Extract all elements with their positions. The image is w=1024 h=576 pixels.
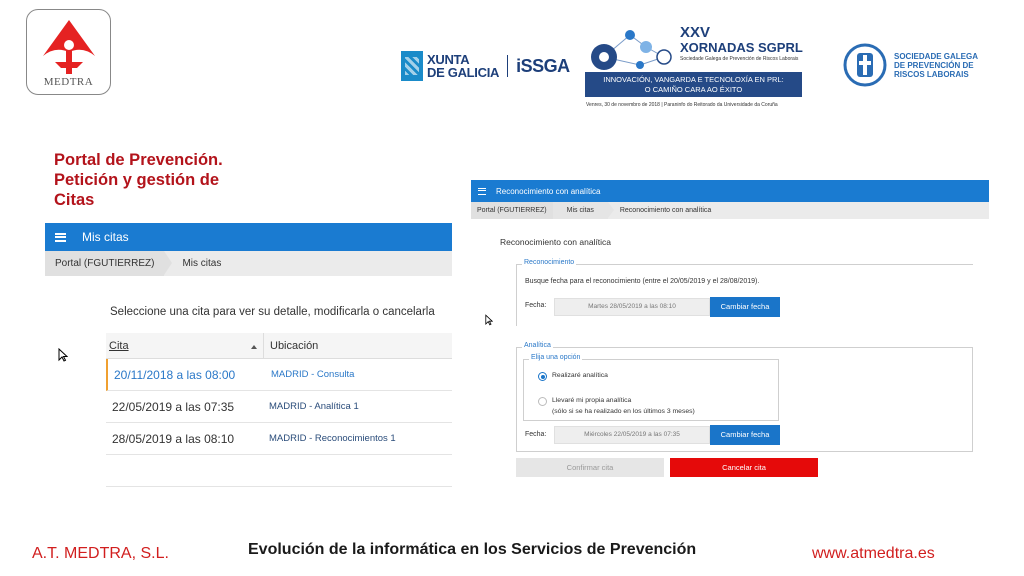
reconocimiento-description: Busque fecha para el reconocimiento (entre el 20/05/2019 y el 28/08/2019). — [525, 278, 760, 285]
xornadas-logo — [584, 17, 804, 113]
instruction-text: Seleccione una cita para ver su detalle, modificarla o cancelarla — [110, 306, 435, 318]
xornadas-band — [585, 72, 802, 97]
app-bar — [471, 180, 989, 202]
reconocimiento-screenshot — [471, 180, 989, 480]
column-label-cita: Cita — [109, 339, 129, 352]
xunta-line2: DE GALICIA — [427, 65, 500, 80]
app-bar — [45, 223, 452, 251]
sgprl-line2: DE PREVENCIÓN DE — [894, 60, 974, 70]
table-row[interactable] — [106, 391, 452, 423]
breadcrumb-portal[interactable]: Portal (FGUTIERREZ) — [45, 251, 164, 276]
fieldset-legend: Reconocimiento — [524, 259, 575, 266]
xunta-issga-logo — [401, 50, 570, 82]
cita-location: MADRID - Reconocimientos 1 — [269, 433, 396, 444]
fecha-label: Fecha: — [525, 302, 547, 309]
issga-text: iSSGA — [516, 55, 570, 76]
xunta-name — [427, 53, 499, 79]
fecha-label: Fecha: — [525, 431, 547, 438]
table-row[interactable] — [106, 423, 452, 455]
hamburger-menu-icon[interactable] — [55, 233, 66, 242]
cambiar-fecha-reconocimiento-button[interactable]: Cambiar fecha — [710, 297, 780, 317]
fieldset-legend: Analítica — [524, 342, 551, 349]
column-header-ubicacion: Ubicación — [263, 333, 318, 358]
slide-title-line3: Citas — [54, 191, 95, 209]
slide-title-line2: Petición y gestión de — [54, 171, 220, 189]
cancelar-cita-button[interactable]: Cancelar cita — [670, 458, 818, 477]
option-legend: Elija una opción — [531, 354, 581, 361]
table-row-empty — [106, 455, 452, 487]
medtra-emblem-icon — [37, 16, 102, 78]
breadcrumb-current: Reconocimiento con analítica — [619, 207, 712, 214]
radio-realizare-analitica[interactable] — [538, 372, 547, 381]
cita-date: 22/05/2019 a las 07:35 — [112, 399, 235, 414]
logo-divider — [507, 55, 508, 77]
app-bar-title: Reconocimiento con analítica — [496, 186, 601, 196]
option-group — [523, 354, 779, 421]
analitica-fieldset — [516, 342, 973, 452]
sgprl-line3: RISCOS LABORAIS — [894, 69, 969, 79]
confirmar-cita-button[interactable]: Confirmar cita — [516, 458, 664, 477]
band-line2: O CAMIÑO CARA AO ÉXITO — [644, 85, 743, 94]
app-bar-title: Mis citas — [82, 230, 129, 244]
column-header-cita[interactable] — [106, 340, 263, 352]
hamburger-menu-icon[interactable] — [478, 188, 486, 195]
sgprl-text — [894, 52, 978, 79]
analitica-date-field[interactable]: Miércoles 22/05/2019 a las 07:35 — [554, 426, 710, 444]
band-line1: INNOVACIÓN, VANGARDA E TECNOLOXÍA EN PRL: — [603, 75, 784, 84]
footer-website[interactable]: www.atmedtra.es — [812, 545, 935, 562]
cita-location: MADRID - Consulta — [271, 369, 355, 380]
medtra-logo — [26, 9, 111, 95]
breadcrumb-portal[interactable]: Portal (FGUTIERREZ) — [471, 202, 553, 219]
xornadas-edition: XXV — [680, 24, 711, 41]
citas-table — [106, 333, 452, 487]
footer-company: A.T. MEDTRA, S.L. — [32, 545, 169, 562]
slide-title-line1: Portal de Prevención. — [54, 151, 223, 169]
option2-note: (sólo si se ha realizado en los últimos 3 meses) — [552, 408, 695, 415]
cita-location: MADRID - Analítica 1 — [269, 401, 359, 412]
xornadas-date: Venres, 30 de novembro de 2018 | Paraninfo do Reitorado da Universidade da Coruña — [586, 102, 778, 108]
medtra-logo-text: MEDTRA — [43, 76, 94, 88]
radio-propia-analitica[interactable] — [538, 397, 547, 406]
xornadas-org: Sociedade Galega de Prevención de Riscos Laborais — [680, 56, 799, 62]
table-header — [106, 333, 452, 359]
cambiar-fecha-analitica-button[interactable]: Cambiar fecha — [710, 425, 780, 445]
breadcrumb — [471, 202, 989, 219]
footer-title: Evolución de la informática en los Servicios de Prevención — [248, 541, 697, 558]
breadcrumb — [45, 251, 452, 276]
sgprl-line1: SOCIEDADE GALEGA — [894, 51, 979, 61]
xunta-line1: XUNTA — [427, 52, 470, 67]
xornadas-name: XORNADAS SGPRL — [680, 40, 803, 55]
mis-citas-screenshot — [45, 223, 452, 505]
breadcrumb-mis-citas[interactable]: Mis citas — [553, 202, 608, 219]
xunta-flag-icon — [401, 51, 423, 81]
option1-label: Realizaré analítica — [552, 372, 608, 379]
reconocimiento-date-field[interactable]: Martes 28/05/2019 a las 08:10 — [554, 298, 710, 316]
option2-label: Llevaré mi propia analítica — [552, 397, 632, 404]
sgprl-emblem-icon — [842, 43, 888, 87]
sgprl-logo — [842, 43, 978, 87]
slide-title — [54, 150, 264, 210]
cita-date: 20/11/2018 a las 08:00 — [114, 367, 236, 382]
breadcrumb-mis-citas: Mis citas — [182, 258, 222, 269]
sort-asc-icon — [251, 345, 257, 349]
cita-date: 28/05/2019 a las 08:10 — [112, 431, 235, 446]
reconocimiento-fieldset — [516, 259, 973, 326]
table-row[interactable] — [106, 359, 452, 391]
page-title: Reconocimiento con analítica — [500, 237, 612, 247]
